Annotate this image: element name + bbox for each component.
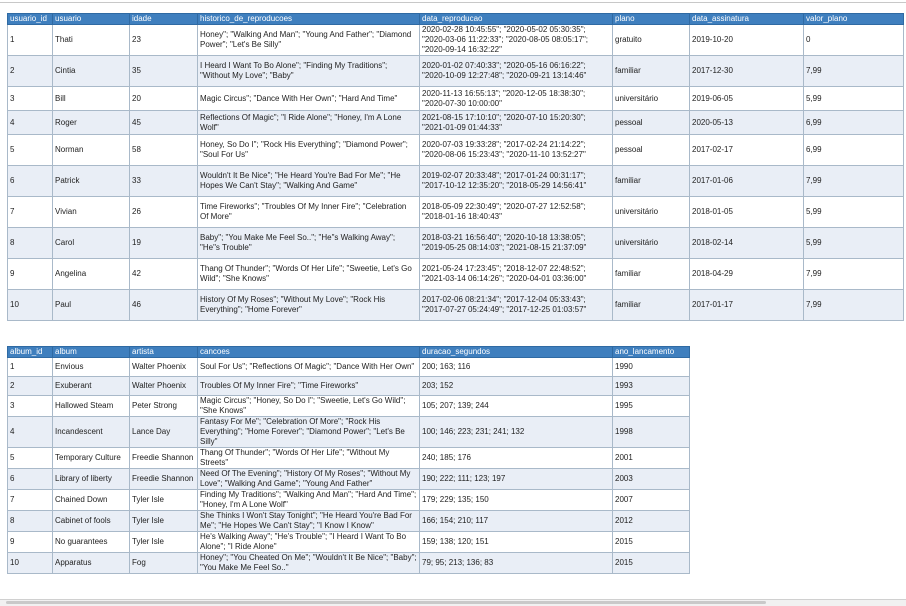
cell-usuario[interactable]: Roger: [53, 111, 130, 135]
cell-idade[interactable]: 26: [130, 197, 198, 228]
cell-data-assinatura[interactable]: 2017-12-30: [690, 56, 804, 87]
table-row: [8, 25, 904, 56]
column-header-historico[interactable]: historico_de_reproducoes: [198, 14, 420, 25]
cell-historico-de-reproducoes[interactable]: Honey"; "Walking And Man"; "Young And Father"; "Diamond Power"; "Let's Be Silly": [198, 25, 420, 56]
cell-data-reproducao[interactable]: 2021-05-24 17:23:45"; "2018-12-07 22:48:52"; "2021-03-14 06:14:26"; "2020-04-01 03:36:00": [420, 259, 613, 290]
table-row: [8, 377, 690, 396]
cell-data-assinatura[interactable]: 2018-02-14: [690, 228, 804, 259]
cell-duracao-segundos[interactable]: 79; 95; 213; 136; 83: [420, 553, 613, 574]
cell-historico-de-reproducoes[interactable]: Thang Of Thunder"; "Words Of Her Life"; "Sweetie, Let's Go Wild"; "She Knows": [198, 259, 420, 290]
cell-album-id[interactable]: 8: [8, 511, 53, 532]
cell-plano[interactable]: familiar: [613, 56, 690, 87]
cell-plano[interactable]: pessoal: [613, 111, 690, 135]
cell-historico-de-reproducoes[interactable]: Baby"; "You Make Me Feel So.."; "He"s Walking Away"; "He"s Trouble": [198, 228, 420, 259]
cell-cancoes[interactable]: Honey"; "You Cheated On Me"; "Wouldn't It Be Nice"; "Baby"; "You Make Me Feel So..": [198, 553, 420, 574]
cell-plano[interactable]: universitário: [613, 197, 690, 228]
cell-plano[interactable]: familiar: [613, 259, 690, 290]
cell-plano[interactable]: universitário: [613, 228, 690, 259]
cell-usuario[interactable]: Bill: [53, 87, 130, 111]
cell-plano[interactable]: universitário: [613, 87, 690, 111]
usuarios-header-row: [8, 14, 904, 25]
cell-album[interactable]: Apparatus: [53, 553, 130, 574]
table-row: [8, 358, 690, 377]
cell-data-assinatura[interactable]: 2019-10-20: [690, 25, 804, 56]
cell-valor-plano[interactable]: 7,99: [804, 259, 904, 290]
cell-duracao-segundos[interactable]: 100; 146; 223; 231; 241; 132: [420, 417, 613, 448]
cell-data-reproducao[interactable]: 2018-05-09 22:30:49"; "2020-07-27 12:52:58"; "2018-01-16 18:40:43": [420, 197, 613, 228]
cell-artista[interactable]: Freedie Shannon: [130, 448, 198, 469]
cell-ano-lancamento[interactable]: 2012: [613, 511, 690, 532]
column-header-idade[interactable]: idade: [130, 14, 198, 25]
cell-ano-lancamento[interactable]: 2007: [613, 490, 690, 511]
table-row: [8, 166, 904, 197]
cell-data-assinatura[interactable]: 2017-02-17: [690, 135, 804, 166]
cell-cancoes[interactable]: Thang Of Thunder"; "Words Of Her Life"; "Without My Streets": [198, 448, 420, 469]
cell-idade[interactable]: 58: [130, 135, 198, 166]
cell-album-id[interactable]: 10: [8, 553, 53, 574]
cell-data-reproducao[interactable]: 2021-08-15 17:10:10"; "2020-07-10 15:20:30"; "2021-01-09 01:44:33": [420, 111, 613, 135]
cell-album-id[interactable]: 5: [8, 448, 53, 469]
column-header-ano-lancamento[interactable]: ano_lancamento: [613, 347, 690, 358]
cell-data-assinatura[interactable]: 2017-01-17: [690, 290, 804, 321]
cell-album-id[interactable]: 2: [8, 377, 53, 396]
cell-duracao-segundos[interactable]: 159; 138; 120; 151: [420, 532, 613, 553]
cell-usuario-id[interactable]: 9: [8, 259, 53, 290]
cell-historico-de-reproducoes[interactable]: Magic Circus"; "Dance With Her Own"; "Hard And Time": [198, 87, 420, 111]
cell-album-id[interactable]: 1: [8, 358, 53, 377]
cell-ano-lancamento[interactable]: 1995: [613, 396, 690, 417]
cell-album[interactable]: Incandescent: [53, 417, 130, 448]
cell-cancoes[interactable]: Need Of The Evening"; "History Of My Roses"; "Without My Love"; "Walking And Game"; "Young And Father": [198, 469, 420, 490]
cell-idade[interactable]: 35: [130, 56, 198, 87]
cell-ano-lancamento[interactable]: 1990: [613, 358, 690, 377]
cell-album[interactable]: Hallowed Steam: [53, 396, 130, 417]
cell-album-id[interactable]: 3: [8, 396, 53, 417]
usuarios-table: [7, 13, 904, 321]
cell-data-assinatura[interactable]: 2018-01-05: [690, 197, 804, 228]
column-header-artista[interactable]: artista: [130, 347, 198, 358]
cell-duracao-segundos[interactable]: 203; 152: [420, 377, 613, 396]
cell-ano-lancamento[interactable]: 2015: [613, 532, 690, 553]
cell-data-assinatura[interactable]: 2019-06-05: [690, 87, 804, 111]
cell-duracao-segundos[interactable]: 240; 185; 176: [420, 448, 613, 469]
cell-valor-plano[interactable]: 6,99: [804, 135, 904, 166]
column-header-duracao-segundos[interactable]: duracao_segundos: [420, 347, 613, 358]
cell-usuario-id[interactable]: 5: [8, 135, 53, 166]
albuns-header-row: [8, 347, 690, 358]
cell-historico-de-reproducoes[interactable]: Wouldn't It Be Nice"; "He Heard You're Bad For Me"; "He Hopes We Can't Stay"; "Walking And Game": [198, 166, 420, 197]
cell-data-reproducao[interactable]: 2020-11-13 16:55:13"; "2020-12-05 18:38:30"; "2020-07-30 10:00:00": [420, 87, 613, 111]
table-row: [8, 111, 904, 135]
cell-plano[interactable]: gratuito: [613, 25, 690, 56]
cell-idade[interactable]: 45: [130, 111, 198, 135]
table-row: [8, 417, 690, 448]
cell-usuario-id[interactable]: 7: [8, 197, 53, 228]
table-row: [8, 490, 690, 511]
cell-usuario[interactable]: Thati: [53, 25, 130, 56]
cell-cancoes[interactable]: He's Walking Away"; "He's Trouble"; "I Heard I Want To Bo Alone"; "I Ride Alone": [198, 532, 420, 553]
cell-idade[interactable]: 20: [130, 87, 198, 111]
cell-ano-lancamento[interactable]: 2003: [613, 469, 690, 490]
cell-usuario[interactable]: Norman: [53, 135, 130, 166]
cell-data-assinatura[interactable]: 2020-05-13: [690, 111, 804, 135]
cell-data-reproducao[interactable]: 2020-07-03 19:33:28"; "2017-02-24 21:14:22"; "2020-08-06 15:23:43"; "2020-11-10 13:52:27": [420, 135, 613, 166]
albuns-table: [7, 346, 690, 574]
cell-valor-plano[interactable]: 6,99: [804, 111, 904, 135]
table-row: [8, 135, 904, 166]
cell-artista[interactable]: Peter Strong: [130, 396, 198, 417]
cell-idade[interactable]: 42: [130, 259, 198, 290]
cell-ano-lancamento[interactable]: 2015: [613, 553, 690, 574]
table-row: [8, 290, 904, 321]
cell-data-reproducao[interactable]: 2019-02-07 20:33:48"; "2017-01-24 00:31:17"; "2017-10-12 12:35:20"; "2018-05-29 14:56:41": [420, 166, 613, 197]
column-header-data-assinatura[interactable]: data_assinatura: [690, 14, 804, 25]
table-row: [8, 259, 904, 290]
cell-usuario[interactable]: Angelina: [53, 259, 130, 290]
cell-artista[interactable]: Walter Phoenix: [130, 377, 198, 396]
cell-valor-plano[interactable]: 7,99: [804, 56, 904, 87]
cell-historico-de-reproducoes[interactable]: Honey, So Do I"; "Rock His Everything"; "Diamond Power"; "Soul For Us": [198, 135, 420, 166]
cell-idade[interactable]: 19: [130, 228, 198, 259]
table-row: [8, 532, 690, 553]
cell-cancoes[interactable]: She Thinks I Won't Stay Tonight"; "He Heard You're Bad For Me"; "He Hopes We Can't Stay"; "I Know I Know": [198, 511, 420, 532]
table-row: [8, 56, 904, 87]
cell-album[interactable]: Temporary Culture: [53, 448, 130, 469]
cell-usuario[interactable]: Vivian: [53, 197, 130, 228]
cell-idade[interactable]: 46: [130, 290, 198, 321]
cell-ano-lancamento[interactable]: 2001: [613, 448, 690, 469]
cell-artista[interactable]: Walter Phoenix: [130, 358, 198, 377]
cell-historico-de-reproducoes[interactable]: I Heard I Want To Bo Alone"; "Finding My Traditions"; "Without My Love"; "Baby": [198, 56, 420, 87]
cell-artista[interactable]: Freedie Shannon: [130, 469, 198, 490]
cell-artista[interactable]: Tyler Isle: [130, 490, 198, 511]
table-row: [8, 197, 904, 228]
cell-historico-de-reproducoes[interactable]: History Of My Roses"; "Without My Love"; "Rock His Everything"; "Home Forever": [198, 290, 420, 321]
cell-plano[interactable]: familiar: [613, 290, 690, 321]
cell-usuario-id[interactable]: 10: [8, 290, 53, 321]
cell-cancoes[interactable]: Troubles Of My Inner Fire"; "Time Fireworks": [198, 377, 420, 396]
cell-data-assinatura[interactable]: 2017-01-06: [690, 166, 804, 197]
cell-historico-de-reproducoes[interactable]: Reflections Of Magic"; "I Ride Alone"; "Honey, I'm A Lone Wolf": [198, 111, 420, 135]
column-header-data-reproducao[interactable]: data_reproducao: [420, 14, 613, 25]
cell-idade[interactable]: 23: [130, 25, 198, 56]
cell-usuario-id[interactable]: 8: [8, 228, 53, 259]
column-header-valor-plano[interactable]: valor_plano: [804, 14, 904, 25]
cell-usuario[interactable]: Cintia: [53, 56, 130, 87]
cell-valor-plano[interactable]: 5,99: [804, 87, 904, 111]
cell-album[interactable]: Library of liberty: [53, 469, 130, 490]
column-header-plano[interactable]: plano: [613, 14, 690, 25]
cell-cancoes[interactable]: Magic Circus"; "Honey, So Do I"; "Sweetie, Let's Go Wild"; "She Knows": [198, 396, 420, 417]
cell-album-id[interactable]: 7: [8, 490, 53, 511]
cell-duracao-segundos[interactable]: 166; 154; 210; 117: [420, 511, 613, 532]
scrollbar-thumb[interactable]: [6, 601, 766, 604]
cell-usuario[interactable]: Paul: [53, 290, 130, 321]
cell-album-id[interactable]: 4: [8, 417, 53, 448]
cell-album[interactable]: No guarantees: [53, 532, 130, 553]
cell-usuario-id[interactable]: 3: [8, 87, 53, 111]
column-header-cancoes[interactable]: cancoes: [198, 347, 420, 358]
cell-data-reproducao[interactable]: 2020-02-28 10:45:55"; "2020-05-02 05:30:35"; "2020-03-06 11:22:33"; "2020-08-05 08:05:17"; "2020-09-14 16:32:22": [420, 25, 613, 56]
column-header-album[interactable]: album: [53, 347, 130, 358]
cell-album[interactable]: Cabinet of fools: [53, 511, 130, 532]
cell-valor-plano[interactable]: 7,99: [804, 166, 904, 197]
cell-data-reproducao[interactable]: 2020-01-02 07:40:33"; "2020-05-16 06:16:22"; "2020-10-09 12:27:48"; "2020-09-21 13:14:46": [420, 56, 613, 87]
cell-album[interactable]: Envious: [53, 358, 130, 377]
cell-artista[interactable]: Tyler Isle: [130, 532, 198, 553]
column-header-usuario-id[interactable]: usuario_id: [8, 14, 53, 25]
cell-artista[interactable]: Tyler Isle: [130, 511, 198, 532]
table-row: [8, 511, 690, 532]
table-row: [8, 228, 904, 259]
table-row: [8, 469, 690, 490]
cell-plano[interactable]: pessoal: [613, 135, 690, 166]
cell-usuario-id[interactable]: 2: [8, 56, 53, 87]
cell-cancoes[interactable]: Finding My Traditions"; "Walking And Man"; "Hard And Time"; "Honey, I'm A Lone Wolf": [198, 490, 420, 511]
cell-duracao-segundos[interactable]: 200; 163; 116: [420, 358, 613, 377]
cell-duracao-segundos[interactable]: 105; 207; 139; 244: [420, 396, 613, 417]
cell-idade[interactable]: 33: [130, 166, 198, 197]
table-row: [8, 553, 690, 574]
cell-usuario-id[interactable]: 1: [8, 25, 53, 56]
cell-plano[interactable]: familiar: [613, 166, 690, 197]
cell-usuario-id[interactable]: 6: [8, 166, 53, 197]
cell-album-id[interactable]: 6: [8, 469, 53, 490]
cell-artista[interactable]: Fog: [130, 553, 198, 574]
cell-valor-plano[interactable]: 7,99: [804, 290, 904, 321]
table-row: [8, 87, 904, 111]
cell-usuario[interactable]: Patrick: [53, 166, 130, 197]
column-header-album-id[interactable]: album_id: [8, 347, 53, 358]
cell-data-assinatura[interactable]: 2018-04-29: [690, 259, 804, 290]
cell-usuario[interactable]: Carol: [53, 228, 130, 259]
table-row: [8, 396, 690, 417]
cell-usuario-id[interactable]: 4: [8, 111, 53, 135]
cell-artista[interactable]: Lance Day: [130, 417, 198, 448]
column-header-usuario[interactable]: usuario: [53, 14, 130, 25]
cell-historico-de-reproducoes[interactable]: Time Fireworks"; "Troubles Of My Inner Fire"; "Celebration Of More": [198, 197, 420, 228]
cell-valor-plano[interactable]: 5,99: [804, 228, 904, 259]
cell-album[interactable]: Chained Down: [53, 490, 130, 511]
cell-album[interactable]: Exuberant: [53, 377, 130, 396]
cell-duracao-segundos[interactable]: 179; 229; 135; 150: [420, 490, 613, 511]
table-row: [8, 448, 690, 469]
cell-ano-lancamento[interactable]: 1998: [613, 417, 690, 448]
cell-cancoes[interactable]: Fantasy For Me"; "Celebration Of More"; "Rock His Everything"; "Home Forever"; "Diamond Power"; "Let's Be Silly": [198, 417, 420, 448]
cell-data-reproducao[interactable]: 2017-02-06 08:21:34"; "2017-12-04 05:33:43"; "2017-07-27 05:24:49"; "2017-12-25 01:03:57": [420, 290, 613, 321]
cell-valor-plano[interactable]: 0: [804, 25, 904, 56]
cell-duracao-segundos[interactable]: 190; 222; 111; 123; 197: [420, 469, 613, 490]
cell-valor-plano[interactable]: 5,99: [804, 197, 904, 228]
cell-album-id[interactable]: 9: [8, 532, 53, 553]
window-top-divider: [0, 2, 906, 3]
cell-cancoes[interactable]: Soul For Us"; "Reflections Of Magic"; "Dance With Her Own": [198, 358, 420, 377]
cell-data-reproducao[interactable]: 2018-03-21 16:56:40"; "2020-10-18 13:38:05"; "2019-05-25 08:14:03"; "2021-08-15 21:37:09": [420, 228, 613, 259]
cell-ano-lancamento[interactable]: 1993: [613, 377, 690, 396]
